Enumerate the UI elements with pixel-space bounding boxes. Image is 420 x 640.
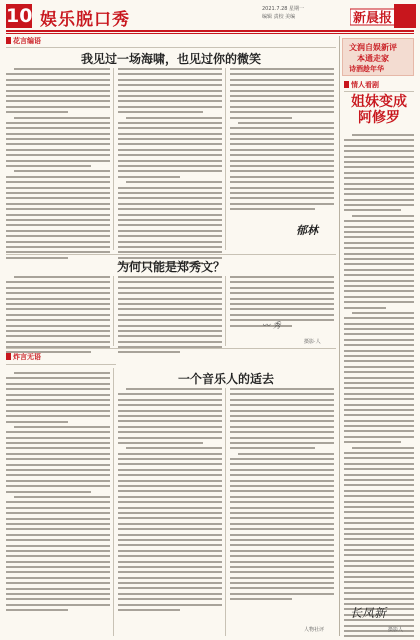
- page-date: [262, 5, 304, 21]
- article1-col3: [230, 68, 334, 214]
- section-header-top-left: [6, 36, 41, 46]
- column-rule: [113, 368, 114, 636]
- right-column-rule: [339, 36, 340, 636]
- divider: [344, 91, 414, 92]
- article3-byline: 人物社评: [304, 627, 325, 633]
- right-headline-line2: 阿修罗: [358, 110, 400, 126]
- right-article-body: [344, 134, 414, 640]
- page-number: 10: [6, 5, 33, 27]
- signature-2: 〰 秀: [262, 321, 281, 330]
- newspaper-logo: [350, 3, 416, 29]
- signature-1: 郁林: [296, 224, 318, 237]
- article3-col1: [6, 372, 110, 615]
- divider: [6, 348, 336, 349]
- editor-line: 编辑 责校 美编: [262, 14, 296, 20]
- calligraphy-line3: 诗酒趁年华: [349, 64, 384, 73]
- section-marker: [6, 37, 11, 44]
- section-header-bottom-left: [6, 352, 41, 362]
- divider: [6, 364, 116, 365]
- column-rule: [225, 276, 226, 346]
- section-header-right: [344, 80, 379, 90]
- date-line: 2021.7.28 星期一: [262, 6, 305, 12]
- column-rule: [113, 68, 114, 250]
- section-label: 花言编语: [13, 37, 41, 45]
- logo-text: 新晨报: [353, 11, 393, 26]
- column-rule: [225, 388, 226, 636]
- article2-col1: [6, 276, 110, 357]
- page-section-title: 娱乐脱口秀: [40, 10, 130, 30]
- article3-col3: [230, 388, 334, 604]
- article3-col2: [118, 388, 222, 614]
- article3-headline: 一个音乐人的适去: [177, 372, 274, 386]
- section-marker: [6, 353, 11, 360]
- calligraphy-line2: 本通走家: [357, 53, 389, 63]
- masthead-rule-thin: [6, 33, 414, 34]
- article1-headline: 我见过一场海啸，也见过你的微笑: [80, 52, 261, 66]
- column-rule: [225, 68, 226, 250]
- article2-headline: 为何只能是郑秀文？: [116, 260, 225, 274]
- signature-3: 长凤新: [350, 606, 387, 620]
- article2-col3: [230, 276, 334, 330]
- section-label: 情人看剧: [351, 81, 379, 89]
- divider: [6, 47, 336, 48]
- right-article-headline: [344, 94, 414, 126]
- section-marker: [344, 81, 349, 88]
- article1-col2: [118, 68, 222, 267]
- right-byline: 摄影人: [388, 627, 404, 633]
- calligraphy-box: [342, 38, 414, 76]
- right-headline-line1: 姐妹变成: [351, 94, 407, 110]
- masthead-rule: [6, 30, 414, 32]
- article2-col2: [118, 276, 222, 357]
- divider: [6, 254, 336, 255]
- calligraphy-line1: 文润自娱新评: [349, 42, 397, 52]
- section-label: 炸言无语: [13, 353, 41, 361]
- column-rule: [113, 276, 114, 346]
- article1-col1: [6, 68, 110, 262]
- article2-byline: 摄影·人: [304, 339, 321, 345]
